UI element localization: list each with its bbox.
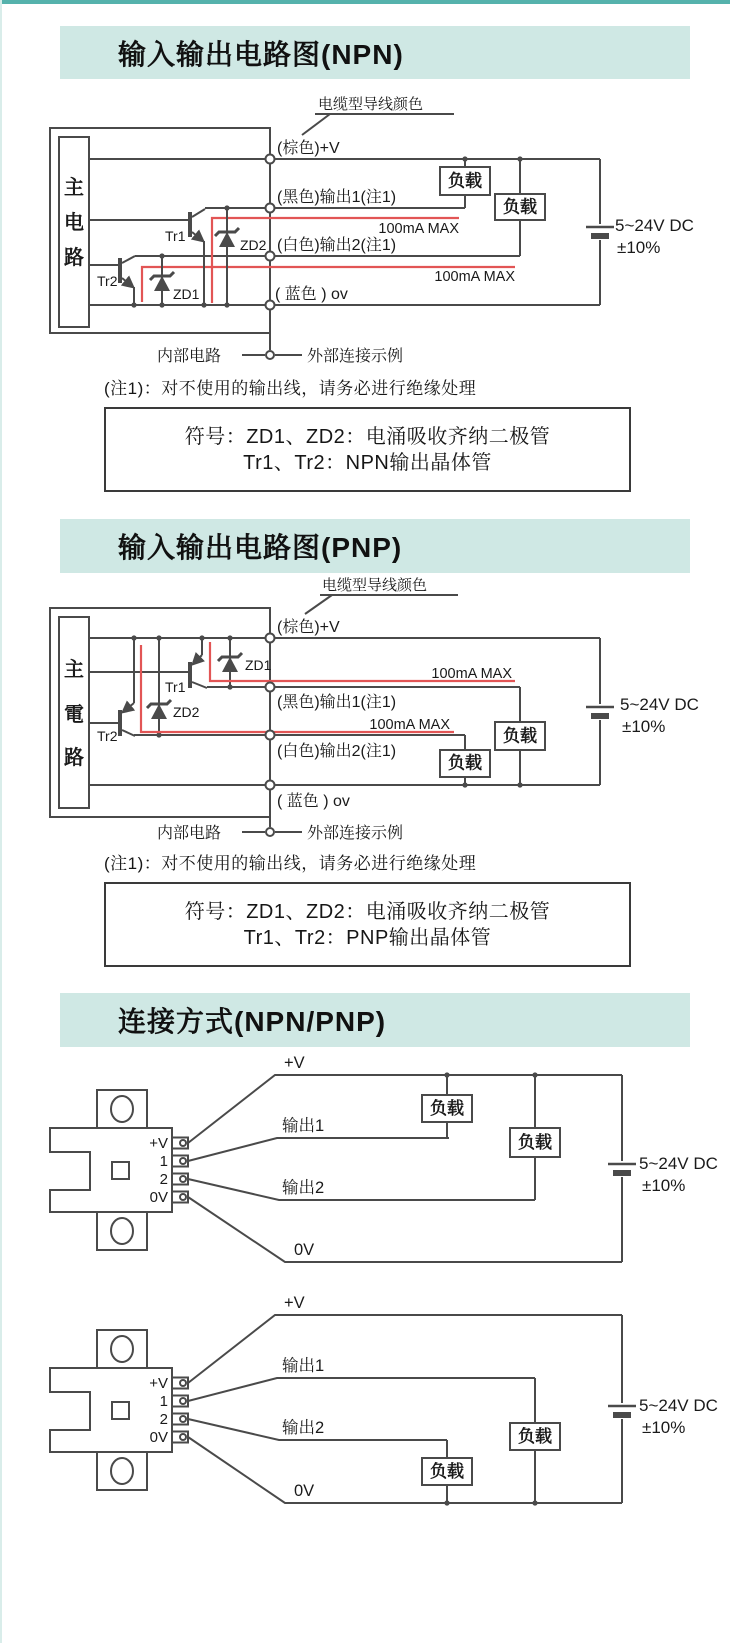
cable-callout-line: [302, 114, 330, 135]
connection-diagram-pnp: [50, 1294, 718, 1506]
connection-diagram-npn: [50, 1054, 718, 1262]
sensor-npn: [50, 1090, 188, 1250]
load1-label: 负载: [518, 1427, 552, 1446]
supply-voltage-label: 5~24V DC: [639, 1396, 718, 1415]
supply-tolerance-label: ±10%: [642, 1176, 686, 1195]
cable-color-label: 电缆型导线颜色: [322, 577, 428, 594]
junction-dot: [462, 782, 467, 787]
wire-output1: [188, 1378, 535, 1401]
load1-label: 负载: [448, 171, 482, 191]
wire-output1-label: 输出1: [282, 1357, 325, 1375]
pnp-note: (注1)：对不使用的输出线，请务必进行绝缘处理: [104, 854, 477, 873]
load2-label: 负载: [518, 1133, 552, 1152]
junction-dot: [444, 1072, 449, 1077]
terminal-output1: [266, 683, 275, 692]
section-header-pnp: [60, 519, 690, 573]
main-circuit-char: 电: [64, 212, 84, 234]
load1-label: 负载: [430, 1099, 464, 1118]
external-example-label: 外部连接示例: [307, 825, 404, 842]
npn-legend-line2: Tr1、Tr2：NPN输出晶体管: [243, 451, 492, 474]
junction-dot: [532, 1072, 537, 1077]
npn-legend-box: [104, 407, 631, 492]
main-circuit-char: 路: [64, 247, 84, 269]
load2-label: 负载: [503, 197, 537, 217]
npn-note: (注1)：对不使用的输出线，请务必进行绝缘处理: [104, 379, 477, 398]
supply-tolerance-label: ±10%: [642, 1418, 686, 1437]
wire-0v-label: 0V: [294, 1482, 315, 1500]
wire-output2-label: 输出2: [282, 1179, 325, 1197]
tr2-symbol: [118, 258, 122, 283]
section-title-connection: 连接方式(NPN/PNP): [118, 1006, 387, 1037]
junction-dot: [159, 302, 164, 307]
wire-output1-label: (黑色)输出1(注1): [277, 189, 397, 206]
section-header-npn: [60, 26, 690, 79]
pnp-circuit-diagram: [2, 575, 730, 850]
wire-output2-label: (白色)输出2(注1): [277, 237, 397, 254]
current-max-label2: 100mA MAX: [434, 269, 515, 285]
tr1-label: Tr1: [165, 228, 186, 244]
connector-terminal: [266, 828, 274, 836]
supply-tolerance-label: ±10%: [622, 717, 666, 736]
cable-callout-line: [305, 595, 332, 614]
dc-supply-symbol: [608, 1406, 636, 1418]
pnp-legend-line1: 符号：ZD1、ZD2：电涌吸收齐纳二极管: [184, 900, 551, 923]
cable-color-label: 电缆型导线颜色: [318, 96, 424, 113]
wire-output1-label: (黑色)输出1(注1): [277, 694, 397, 711]
wire-output1: [188, 1138, 449, 1161]
zd1-label: ZD1: [173, 286, 200, 302]
wire-0v: [188, 1197, 622, 1262]
terminal-vplus: [266, 634, 275, 643]
terminal-output2: [266, 252, 275, 261]
supply-tolerance-label: ±10%: [617, 238, 661, 257]
wire-vplus-label: (棕色)+V: [277, 140, 340, 157]
wire-0v-label: ( 蓝色 ) ov: [277, 793, 350, 810]
junction-dot: [227, 635, 232, 640]
terminal-0v: [266, 301, 275, 310]
current-max-label1: 100mA MAX: [431, 666, 512, 682]
wire-output2-label: (白色)输出2(注1): [277, 743, 397, 760]
tr2-symbol: [118, 710, 122, 736]
zd1-label: ZD1: [245, 657, 272, 673]
zd2-label: ZD2: [173, 704, 200, 720]
current-max-label2: 100mA MAX: [369, 717, 450, 733]
terminal-output1: [266, 204, 275, 213]
tr1-label: Tr1: [165, 679, 186, 695]
internal-circuit-label: 内部电路: [157, 825, 222, 842]
section-title-npn: 输入输出电路图(NPN): [118, 38, 404, 70]
tr1-symbol: [188, 662, 192, 688]
section-title-pnp: 输入输出电路图(PNP): [118, 532, 403, 563]
wire-vplus-label: +V: [284, 1294, 305, 1312]
junction-dot: [131, 302, 136, 307]
junction-dot: [201, 302, 206, 307]
wire-vplus-label: +V: [284, 1054, 305, 1072]
connector-terminal: [266, 351, 274, 359]
supply-voltage-label: 5~24V DC: [639, 1154, 718, 1173]
pnp-legend-line2: Tr1、Tr2：PNP输出晶体管: [243, 926, 492, 949]
npn-circuit-diagram: [2, 88, 730, 380]
top-accent-strip: [2, 0, 730, 4]
wire-output2: [188, 1179, 535, 1200]
junction-dot: [444, 1500, 449, 1505]
sensor-pnp: [50, 1330, 188, 1490]
terminal-output2: [266, 731, 275, 740]
main-circuit-char: 主: [64, 177, 84, 199]
terminal-0v: [266, 781, 275, 790]
terminal-vplus: [266, 155, 275, 164]
main-circuit-char: 路: [64, 747, 84, 769]
junction-dot: [227, 684, 232, 689]
pnp-legend-box: [104, 882, 631, 967]
load2-label: 负载: [448, 753, 482, 773]
junction-dot: [517, 156, 522, 161]
zd2-label: ZD2: [240, 237, 267, 253]
junction-dot: [224, 205, 229, 210]
external-example-label: 外部连接示例: [307, 348, 404, 365]
wire-vplus: [188, 1315, 622, 1383]
internal-circuit-label: 内部电路: [157, 348, 222, 365]
tr2-label: Tr2: [97, 273, 118, 289]
main-circuit-char: 電: [64, 704, 84, 726]
tr1-symbol: [188, 212, 192, 237]
npn-legend-line1: 符号：ZD1、ZD2：电涌吸收齐纳二极管: [184, 425, 551, 448]
load2-label: 负载: [430, 1462, 464, 1481]
connection-diagrams: +V 5~24V DC ±10% 负载 负载 +V 输出1 输出2 0V 5~24V DC ±10% 负载 负载 +V 输出1 输出2 0V: [2, 1050, 730, 1515]
load1-label: 负载: [503, 726, 537, 746]
junction-dot: [156, 635, 161, 640]
junction-dot: [199, 635, 204, 640]
junction-dot: [532, 1500, 537, 1505]
wire-0v-label: ( 蓝色 ) ov: [275, 286, 348, 303]
junction-dot: [131, 635, 136, 640]
wire-0v-label: 0V: [294, 1241, 315, 1259]
junction-dot: [462, 156, 467, 161]
junction-dot: [156, 732, 161, 737]
junction-dot: [517, 782, 522, 787]
section-header-connection: [60, 993, 690, 1047]
supply-voltage-label: 5~24V DC: [620, 695, 699, 714]
junction-dot: [159, 253, 164, 258]
current-max-label1: 100mA MAX: [378, 221, 459, 237]
main-circuit-char: 主: [64, 659, 84, 681]
dc-supply-symbol: [608, 1164, 636, 1176]
tr2-label: Tr2: [97, 728, 118, 744]
dc-supply-symbol: [586, 227, 614, 239]
wire-output2-label: 输出2: [282, 1419, 325, 1437]
wire-output1-label: 输出1: [282, 1117, 325, 1135]
supply-voltage-label: 5~24V DC: [615, 216, 694, 235]
dc-supply-symbol: [586, 707, 614, 719]
junction-dot: [224, 302, 229, 307]
wire-vplus-label: (棕色)+V: [277, 619, 340, 636]
